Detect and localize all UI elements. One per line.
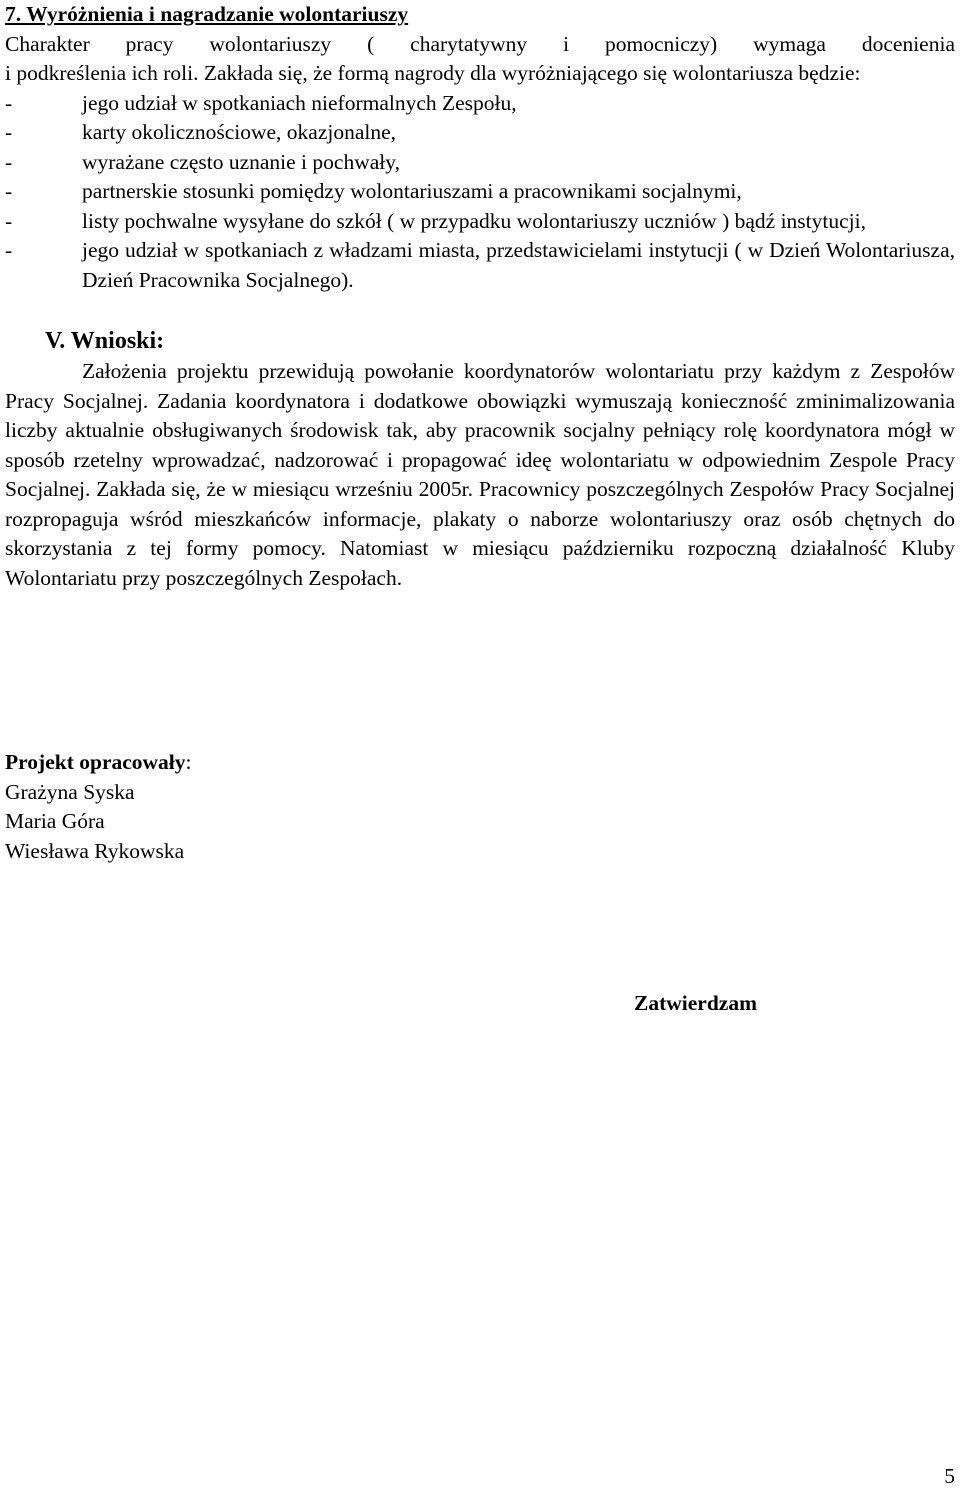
list-item — [5, 207, 955, 237]
list-dash: - — [5, 179, 13, 203]
authors-colon: : — [185, 750, 192, 774]
list-item-text: partnerskie stosunki pomiędzy wolontariuszami a pracownikami socjalnymi, — [82, 179, 742, 203]
list-dash: - — [5, 120, 13, 144]
list-dash: - — [5, 238, 13, 262]
list-item-text: jego udział w spotkaniach nieformalnych Zespołu, — [82, 90, 517, 115]
rewards-list — [5, 89, 955, 296]
section-7 — [5, 0, 955, 295]
authors-block — [5, 748, 192, 866]
list-item — [5, 236, 955, 295]
authors-heading — [5, 748, 192, 778]
authors-title: Projekt opracowały — [5, 750, 186, 774]
list-item — [5, 89, 955, 119]
intro-paragraph: i podkreślenia ich roli. Zakłada się, że formą nagrody dla wyróżniającego się wolontariusza będzie: — [5, 61, 861, 85]
list-dash: - — [5, 90, 13, 115]
page-number: 5 — [944, 1464, 955, 1488]
list-dash: - — [5, 149, 13, 174]
list-item — [5, 177, 955, 207]
list-item — [5, 118, 955, 148]
section-heading: 7. Wyróżnienia i nagradzanie wolontariuszy — [5, 2, 409, 26]
list-item — [5, 148, 955, 178]
list-item-text: listy pochwalne wysyłane do szkół ( w przypadku wolontariuszy uczniów ) bądź instytucji, — [82, 208, 866, 233]
document-page — [5, 0, 955, 593]
conclusions-paragraph: Założenia projektu przewidują powołanie koordynatorów wolontariatu przy każdym z Zespołów Pracy Socjalnej. Zadania koordynatora i dodatkowe obowiązki wymuszają konieczność zminimalizowania liczby aktualnie obsługiwanych środowisk tak, aby pracownik socjalny pełniący rolę koordynatora mógł w sposób rzetelny wprowadzać, nadzorować i propagować ideę wolontariatu w odpowiednim Zespole Pracy Socjalnej. Zakłada się, że w miesiącu wrześniu 2005r. Pracownicy poszczególnych Zespołów Pracy Socjalnej rozpropaguja wśród mieszkańców informacje, plakaty o naborze wolontariuszy oraz osób chętnych do skorzystania z tej formy pomocy. Natomiast w miesiącu październiku rozpoczną działalność Kluby Wolontariatu przy poszczególnych Zespołach. — [5, 359, 955, 590]
list-item-text: wyrażane często uznanie i pochwały, — [82, 149, 400, 174]
list-dash: - — [5, 208, 13, 233]
author-name: Grażyna Syska — [5, 779, 135, 804]
approval-label: Zatwierdzam — [634, 991, 757, 1015]
author-name: Wiesława Rykowska — [5, 838, 185, 863]
author-name: Maria Góra — [5, 809, 105, 833]
list-item-text: karty okolicznościowe, okazjonalne, — [82, 120, 397, 144]
conclusions-heading: V. Wnioski: — [45, 328, 165, 354]
intro-first-line: Charakter pracy wolontariuszy ( charytatywny i pomocniczy) wymaga docenienia — [5, 31, 955, 56]
conclusions-section — [5, 325, 955, 593]
list-item-text: jego udział w spotkaniach z władzami miasta, przedstawicielami instytucji ( w Dzień Wolontariusza, Dzień Pracownika Socjalnego). — [82, 238, 955, 292]
